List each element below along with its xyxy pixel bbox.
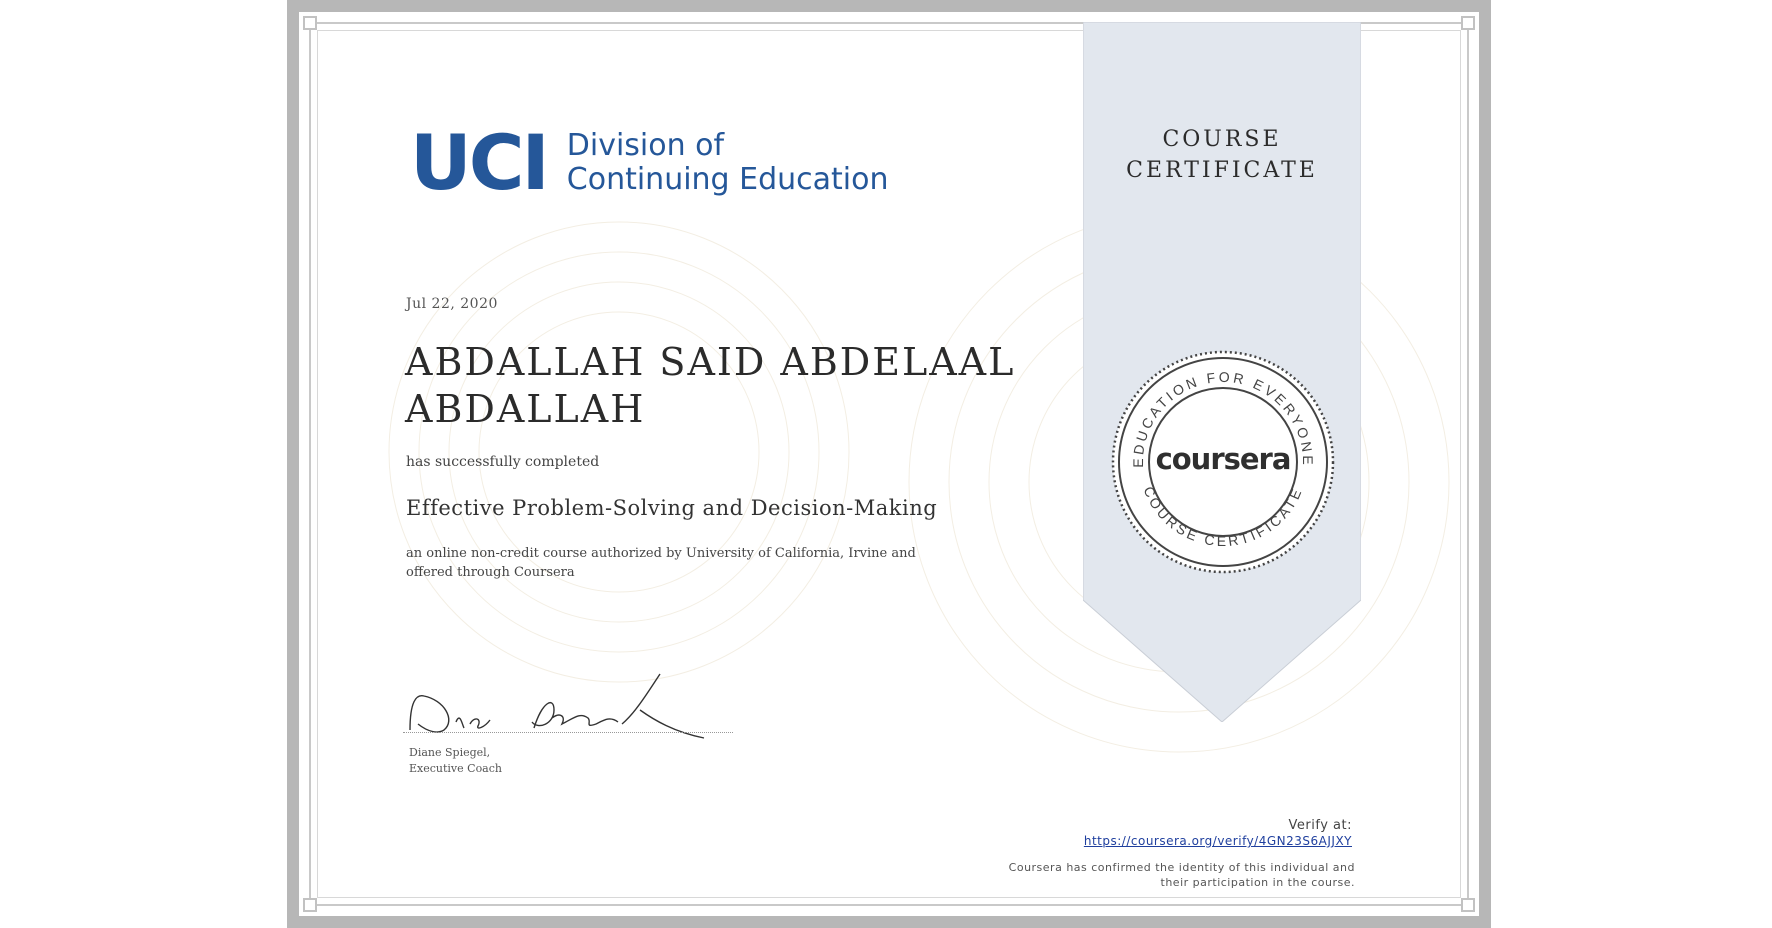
signature-line (403, 732, 733, 733)
completion-date: Jul 22, 2020 (406, 296, 498, 312)
completion-statement: has successfully completed (406, 454, 600, 470)
corner-ornament-bottom-left (303, 898, 317, 912)
corner-ornament-top-right (1461, 16, 1475, 30)
verify-link[interactable]: https://coursera.org/verify/4GN23S6AJJXY (1083, 834, 1352, 848)
logo-line-2: Continuing Education (566, 162, 889, 197)
verification-note-line2: their participation in the course. (1160, 876, 1355, 889)
signature-image (404, 672, 744, 740)
certificate-paper (299, 12, 1479, 916)
signer-info (409, 745, 502, 777)
corner-ornament-top-left (303, 16, 317, 30)
recipient-name-line1: ABDALLAH SAID ABDELAAL (405, 340, 1016, 384)
course-description: an online non-credit course authorized by University of California, Irvine and offered through Coursera (406, 546, 916, 580)
recipient-name (405, 339, 1025, 433)
corner-ornament-bottom-right (1461, 898, 1475, 912)
logo-line-1: Division of (566, 128, 725, 163)
seal-top-text: EDUCATION FOR EVERYONE (1129, 368, 1317, 468)
seal-bottom-text: COURSE CERTIFICATE (1140, 484, 1306, 550)
course-title: Effective Problem-Solving and Decision-Making (406, 496, 938, 520)
signer-name: Diane Spiegel, (409, 746, 491, 759)
signer-title: Executive Coach (409, 762, 502, 775)
verification-note (1009, 860, 1355, 890)
ribbon-title (1083, 124, 1361, 186)
coursera-logo-text: coursera (1155, 442, 1291, 476)
ribbon-title-line2: CERTIFICATE (1126, 158, 1318, 183)
recipient-name-line2: ABDALLAH (405, 387, 646, 431)
uci-logo-mark: UCI (410, 118, 547, 207)
uci-logo-text (567, 129, 889, 197)
verification-note-line1: Coursera has confirmed the identity of this individual and (1008, 861, 1355, 874)
verify-label: Verify at: (1288, 818, 1352, 833)
ribbon-title-line1: COURSE (1162, 127, 1282, 152)
uci-logo (410, 118, 889, 207)
certificate-sheet (287, 0, 1491, 928)
verification-block (1084, 818, 1352, 848)
